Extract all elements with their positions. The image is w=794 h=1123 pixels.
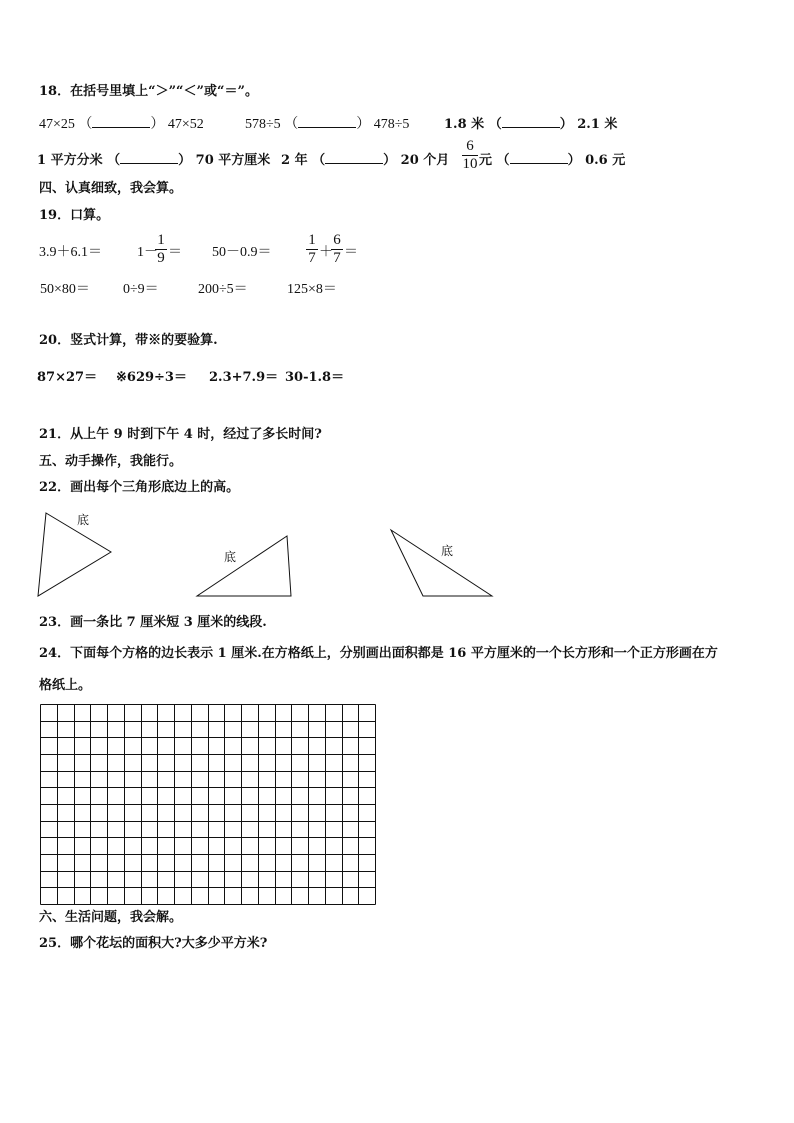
q19-expr-d-fraction1: 1 7	[306, 233, 318, 266]
expr-left: 2 年	[281, 153, 308, 168]
expr-left: 578÷5	[245, 117, 281, 132]
q19-expr-row2-a: 50×80＝	[40, 282, 90, 297]
q18-fraction: 6 10	[462, 138, 478, 172]
q23-title: 23．画一条比 7 厘米短 3 厘米的线段.	[39, 615, 267, 630]
section-6-title: 六、生活问题，我会解。	[39, 910, 183, 925]
q24-line2: 格纸上。	[39, 678, 92, 693]
q19-expr-d-fraction2: 6 7	[331, 233, 343, 266]
q19-expr-c: 50－0.9＝	[212, 245, 272, 260]
q18-row2-expr2: 2 年 （ ） 20 个月	[281, 153, 450, 168]
q22-title: 22．画出每个三角形底边上的高。	[39, 480, 240, 495]
q18-row2-expr1: 1 平方分米 （ ） 70 平方厘米	[37, 153, 271, 168]
q24-line1: 24．下面每个方格的边长表示 1 厘米.在方格纸上，分别画出面积都是 16 平方厘米的一个长方形和一个正方形画在方	[39, 646, 718, 661]
expr-right: 47×52	[167, 117, 204, 132]
q18-title: 18．在括号里填上“＞”“＜”或“＝”。	[39, 84, 258, 99]
q20-item-4: 30-1.8＝	[285, 370, 345, 385]
q18-row1-expr1: 47×25 （ ） 47×52	[39, 117, 204, 132]
q19-expr-row2-d: 125×8＝	[287, 282, 337, 297]
q21-title: 21．从上午 9 时到下午 4 时，经过了多长时间?	[39, 427, 322, 442]
q20-item-3: 2.3+7.9＝	[209, 370, 279, 385]
grid-paper[interactable]	[40, 704, 376, 905]
triangle-2-base-label: 底	[224, 550, 237, 564]
q19-expr-d-eq: ＝	[344, 245, 358, 260]
q19-expr-a: 3.9＋6.1＝	[39, 245, 102, 260]
expr-right: 20 个月	[400, 153, 450, 168]
triangle-2	[197, 536, 291, 596]
expr-right: 478÷5	[373, 117, 410, 132]
q19-expr-b-int: 1－	[137, 245, 158, 260]
answer-blank[interactable]	[298, 117, 356, 128]
q25-title: 25．哪个花坛的面积大?大多少平方米?	[39, 936, 268, 951]
expr-right: 0.6 元	[585, 153, 626, 168]
q19-expr-row2-b: 0÷9＝	[123, 282, 159, 297]
section-5-title: 五、动手操作，我能行。	[39, 454, 183, 469]
q19-title: 19．口算。	[39, 208, 110, 223]
q20-item-1: 87×27＝	[37, 370, 98, 385]
q18-row2-expr3: 元 （ ） 0.6 元	[479, 153, 626, 168]
q19-expr-row2-c: 200÷5＝	[198, 282, 248, 297]
expr-left: 47×25	[39, 117, 75, 132]
expr-unit: 元	[479, 153, 493, 168]
q20-title: 20．竖式计算，带※的要验算.	[39, 333, 218, 348]
answer-blank[interactable]	[510, 153, 568, 164]
triangle-3	[391, 530, 492, 596]
q18-row1-expr3: 1.8 米 （ ） 2.1 米	[444, 117, 618, 132]
triangle-1	[38, 513, 111, 596]
expr-right: 2.1 米	[577, 117, 618, 132]
expr-right: 70 平方厘米	[195, 153, 271, 168]
triangle-3-base-label: 底	[441, 544, 454, 558]
q20-item-2: ※629÷3＝	[116, 370, 187, 385]
expr-left: 1 平方分米	[37, 153, 103, 168]
q19-expr-b-fraction: 1 9	[155, 233, 167, 266]
answer-blank[interactable]	[92, 117, 150, 128]
answer-blank[interactable]	[502, 117, 560, 128]
q19-expr-b-eq: ＝	[168, 245, 182, 260]
answer-blank[interactable]	[325, 153, 383, 164]
answer-blank[interactable]	[120, 153, 178, 164]
q19-expr-d-plus: ＋	[319, 245, 333, 260]
section-4-title: 四、认真细致，我会算。	[39, 181, 183, 196]
triangle-1-base-label: 底	[77, 513, 90, 527]
expr-left: 1.8 米	[444, 117, 485, 132]
q18-row1-expr2: 578÷5 （ ） 478÷5	[245, 117, 410, 132]
